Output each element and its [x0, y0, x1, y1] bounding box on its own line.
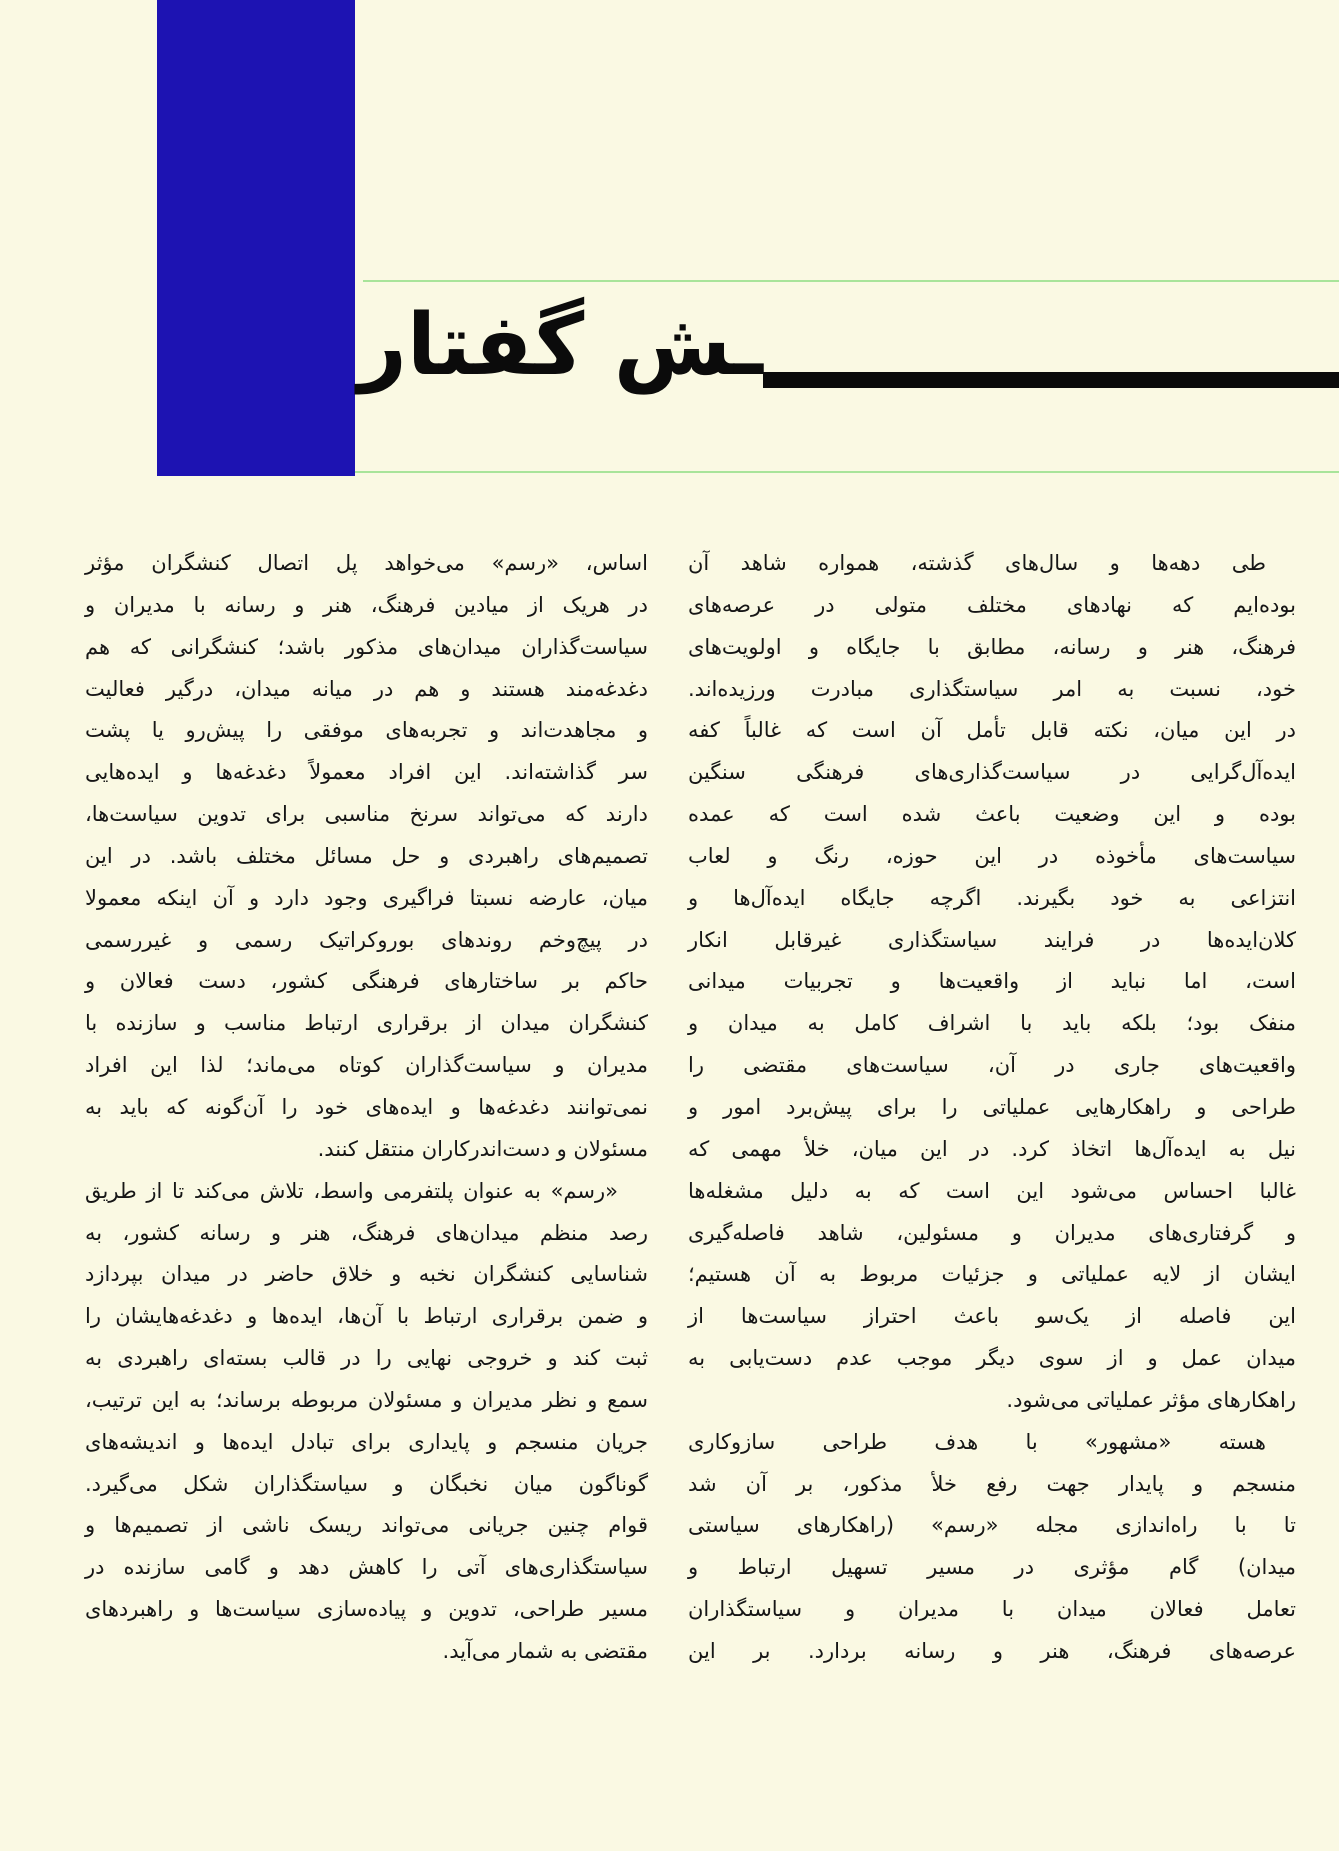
- text-line: مدیران و سیاست‌گذاران کوتاه می‌ماند؛ لذا این افراد: [85, 1053, 648, 1078]
- text-line: در پیچ‌وخم روندهای بوروکراتیک رسمی و غیررسمی: [85, 927, 648, 952]
- text-line: واقعیت‌های جاری در آن، سیاست‌های مقتضی را: [688, 1053, 1296, 1078]
- text-line: خود، نسبت به امر سیاستگذاری مبادرت ورزیده‌اند.: [688, 676, 1296, 701]
- text-line: طی دهه‌ها و سال‌های گذشته، همواره شاهد آن: [688, 551, 1266, 575]
- text-line: در این میان، نکته قابل تأمل آن است که غالباً کفه: [688, 718, 1296, 743]
- text-line: طراحی و راهکارهایی عملیاتی را برای پیش‌برد امور و: [688, 1094, 1296, 1119]
- text-line: جریان منسجم و پایداری برای تبادل ایده‌ها و اندیشه‌های: [85, 1429, 648, 1454]
- text-line: میان، عارضه نسبتا فراگیری وجود دارد و آن اینکه معمولا: [85, 885, 648, 910]
- text-line: انتزاعی به خود بگیرند. اگرچه جایگاه ایده‌آل‌ها و: [688, 885, 1296, 910]
- text-line: تصمیم‌های راهبردی و حل مسائل مختلف باشد. در این: [85, 843, 648, 868]
- text-line: رصد منظم میدان‌های فرهنگ، هنر و رسانه کشور، به: [85, 1220, 648, 1245]
- text-line: قوام چنین جریانی می‌تواند ریسک ناشی از تصمیم‌ها و: [85, 1513, 648, 1538]
- text-line: بوده و این وضعیت باعث شده است که عمده: [688, 802, 1296, 827]
- text-line: کلان‌ایده‌ها در فرایند سیاستگذاری غیرقابل انکار: [688, 927, 1296, 952]
- text-line: سیاست‌گذاران میدان‌های مذکور باشد؛ کنشگرانی که هم: [85, 634, 648, 659]
- text-line: سر گذاشته‌اند. این افراد معمولاً دغدغه‌ها و ایده‌هایی: [85, 760, 648, 785]
- text-line: نیل به ایده‌آل‌ها اتخاذ کرد. در این میان، خلأ مهمی که: [688, 1136, 1296, 1161]
- text-column-left: [85, 543, 648, 1673]
- text-line: مسئولان و دست‌اندرکاران منتقل کنند.: [317, 1136, 648, 1161]
- text-line: سیاست‌های مأخوذه در این حوزه، رنگ و لعاب: [688, 843, 1296, 868]
- blue-accent-bar: [157, 0, 355, 476]
- text-line: تا با راه‌اندازی مجله «رسم» (راهکارهای سیاستی: [688, 1513, 1296, 1538]
- text-line: میدان عمل و از سوی دیگر موجب عدم دست‌یابی به: [688, 1346, 1296, 1371]
- text-line: منسجم و پایدار جهت رفع خلأ مذکور، بر آن شد: [688, 1471, 1296, 1496]
- top-divider-line: [363, 280, 1339, 282]
- text-line: گوناگون میان نخبگان و سیاستگذاران شکل می‌گیرد.: [85, 1471, 648, 1496]
- text-line: است، اما نباید از واقعیت‌ها و تجربیات میدانی: [688, 969, 1296, 994]
- text-line: اساس، «رسم» می‌خواهد پل اتصال کنشگران مؤثر: [85, 551, 648, 575]
- text-line: عرصه‌های فرهنگ، هنر و رسانه بردارد. بر این: [688, 1638, 1296, 1663]
- text-line: دغدغه‌مند هستند و هم در میانه میدان، درگیر فعالیت: [85, 676, 648, 701]
- text-line: در هریک از میادین فرهنگ، هنر و رسانه با مدیران و: [85, 592, 648, 617]
- text-line: و ضمن برقراری ارتباط با آن‌ها، ایده‌ها و دغدغه‌هایشان را: [85, 1304, 648, 1329]
- text-line: ایده‌آل‌گرایی در سیاست‌گذاری‌های فرهنگی سنگین: [688, 760, 1296, 785]
- text-line: هسته «مشهور» با هدف طراحی سازوکاری: [688, 1429, 1266, 1454]
- page-title: ـش گفتار: [358, 296, 763, 395]
- text-line: این فاصله از یک‌سو باعث احتراز سیاست‌ها از: [688, 1304, 1296, 1329]
- text-line: میدان) گام مؤثری در مسیر تسهیل ارتباط و: [688, 1555, 1296, 1580]
- text-line: سیاستگذاری‌های آتی را کاهش دهد و گامی سازنده در: [85, 1555, 648, 1580]
- text-line: و مجاهدت‌اند و تجربه‌های موفقی را پیش‌رو یا پشت: [85, 718, 648, 743]
- text-line: شناسایی کنشگران نخبه و خلاق حاضر در میدان بپردازد: [85, 1262, 648, 1287]
- text-line: مسیر طراحی، تدوین و پیاده‌سازی سیاست‌ها و راهبردهای: [85, 1597, 648, 1622]
- text-line: دارند که می‌تواند سرنخ مناسبی برای تدوین سیاست‌ها،: [85, 802, 648, 827]
- title-row: [358, 296, 1339, 395]
- text-line: غالبا احساس می‌شود این است که به دلیل مشغله‌ها: [688, 1178, 1296, 1203]
- text-line: کنشگران میدان از برقراری ارتباط مناسب و سازنده با: [85, 1011, 648, 1036]
- text-line: سمع و نظر مدیران و مسئولان مربوطه برساند؛ به این ترتیب،: [85, 1387, 648, 1412]
- text-line: فرهنگ، هنر و رسانه، مطابق با جایگاه و اولویت‌های: [688, 634, 1296, 659]
- text-line: راهکارهای مؤثر عملیاتی می‌شود.: [1006, 1387, 1296, 1412]
- text-line: ثبت کند و خروجی نهایی را در قالب بسته‌ای راهبردی به: [85, 1346, 648, 1371]
- bottom-divider-line: [355, 471, 1339, 473]
- text-line: بوده‌ایم که نهادهای مختلف متولی در عرصه‌های: [688, 592, 1296, 617]
- text-column-right: [688, 543, 1296, 1673]
- text-line: «رسم» به عنوان پلتفرمی واسط، تلاش می‌کند تا از طریق: [85, 1178, 618, 1203]
- text-line: و گرفتاری‌های مدیران و مسئولین، شاهد فاصله‌گیری: [688, 1220, 1296, 1245]
- text-line: حاکم بر ساختارهای فرهنگی کشور، دست فعالان و: [85, 969, 648, 994]
- text-line: تعامل فعالان میدان با مدیران و سیاستگذاران: [688, 1597, 1296, 1622]
- text-line: مقتضی به شمار می‌آید.: [442, 1638, 648, 1663]
- text-line: منفک بود؛ بلکه باید با اشراف کامل به میدان و: [688, 1011, 1296, 1036]
- title-kashida-bar: [763, 372, 1339, 388]
- text-line: نمی‌توانند دغدغه‌ها و ایده‌های خود را آن‌گونه که باید به: [85, 1094, 648, 1119]
- text-line: ایشان از لایه عملیاتی و جزئیات مربوط به آن هستیم؛: [688, 1262, 1296, 1287]
